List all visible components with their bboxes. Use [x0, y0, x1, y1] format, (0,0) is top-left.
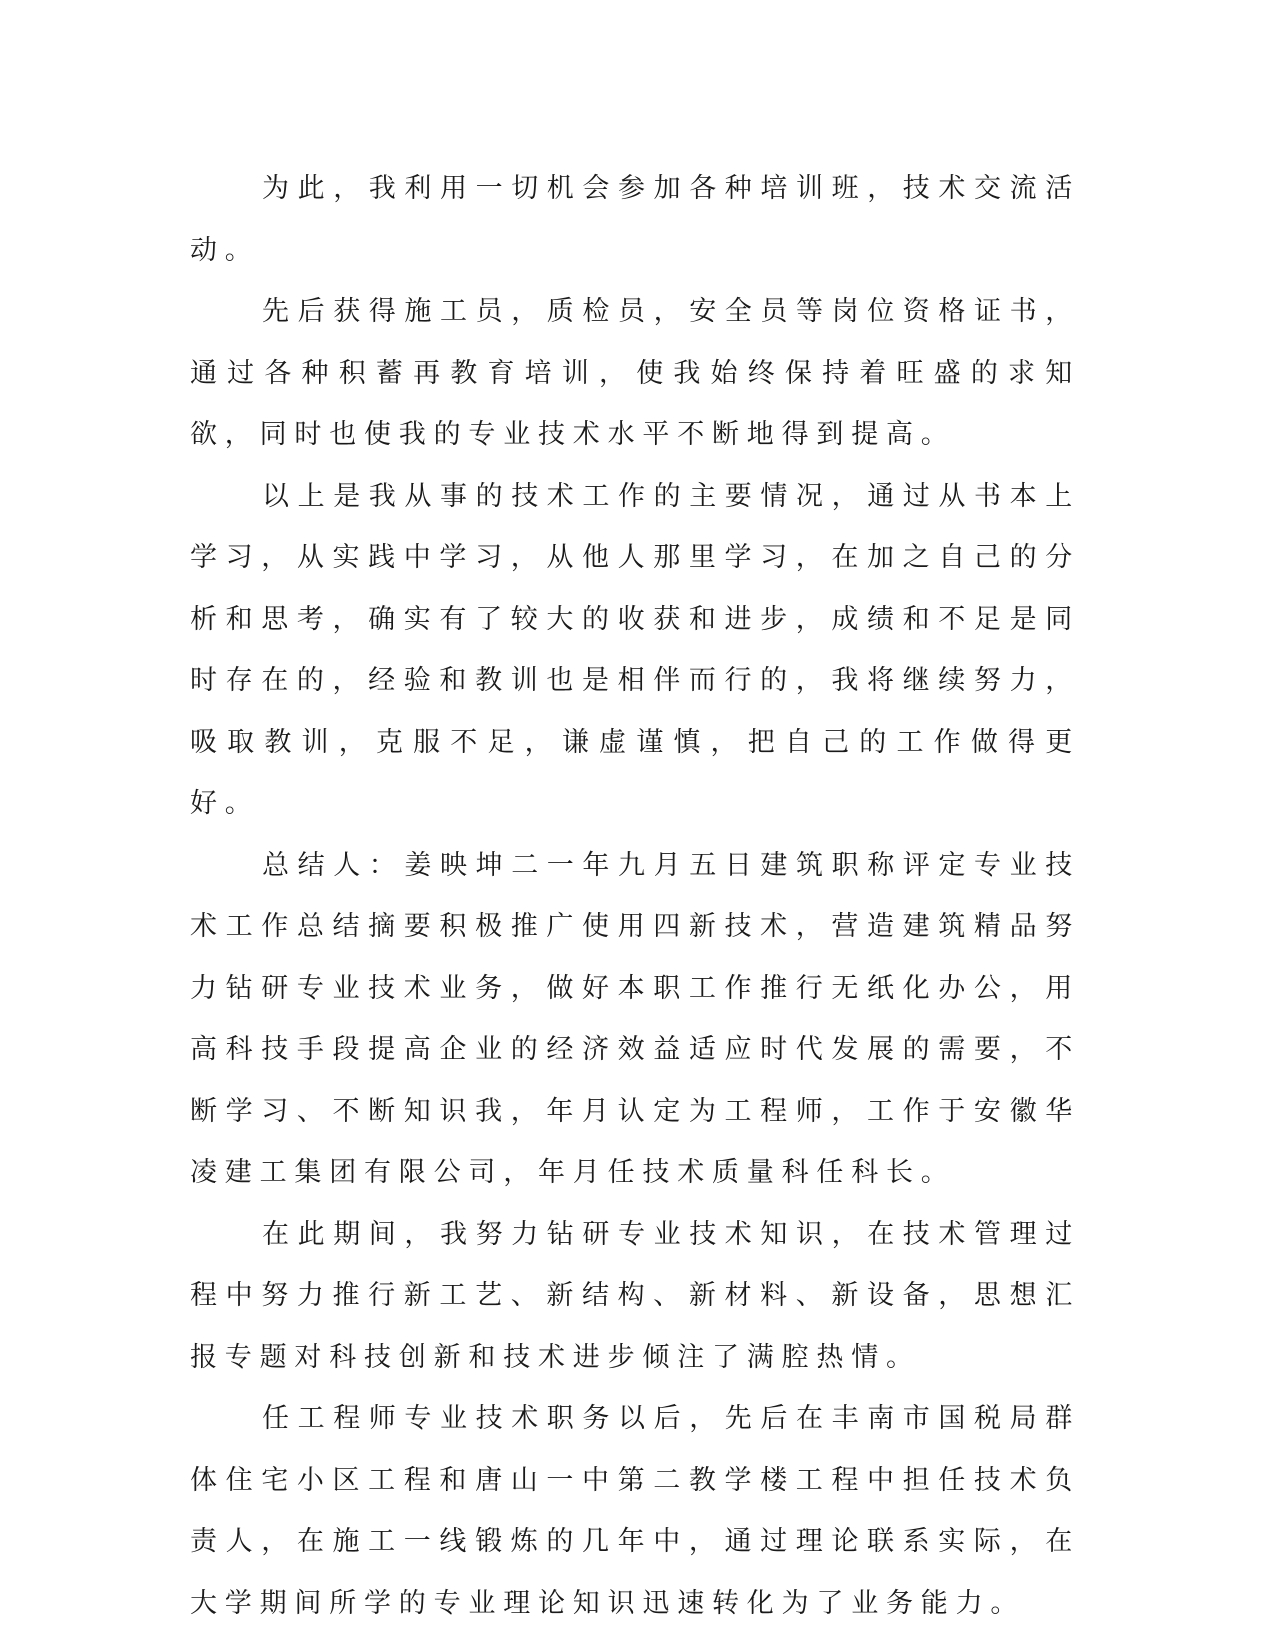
document-body — [190, 158, 1080, 1634]
paragraph-research: 在此期间，我努力钻研专业技术知识，在技术管理过程中努力推行新工艺、新结构、新材料、新设备，思想汇报专题对科技创新和技术进步倾注了满腔热情。 — [190, 1218, 1080, 1373]
paragraph-training: 为此，我利用一切机会参加各种培训班，技术交流活动。 — [190, 173, 1080, 266]
paragraph-author-abstract: 总结人：姜映坤二一年九月五日建筑职称评定专业技术工作总结摘要积极推广使用四新技术，营造建筑精品努力钻研专业技术业务，做好本职工作推行无纸化办公，用高科技手段提高企业的经济效益适应时代发展的需要，不断学习、不断知识我，年月认定为工程师，工作于安徽华凌建工集团有限公司，年月任技术质量科任科长。 — [190, 849, 1080, 1188]
paragraph-summary: 以上是我从事的技术工作的主要情况，通过从书本上学习，从实践中学习，从他人那里学习，在加之自己的分析和思考，确实有了较大的收获和进步，成绩和不足是同时存在的，经验和教训也是相伴而行的，我将继续努力，吸取教训，克服不足，谦虚谨慎，把自己的工作做得更好。 — [190, 480, 1080, 819]
paragraph-engineer-duties: 任工程师专业技术职务以后，先后在丰南市国税局群体住宅小区工程和唐山一中第二教学楼工程中担任技术负责人，在施工一线锻炼的几年中，通过理论联系实际，在大学期间所学的专业理论知识迅速转化为了业务能力。 — [190, 1403, 1080, 1619]
paragraph-certificates: 先后获得施工员，质检员，安全员等岗位资格证书，通过各种积蓄再教育培训，使我始终保持着旺盛的求知欲，同时也使我的专业技术水平不断地得到提高。 — [190, 296, 1080, 450]
